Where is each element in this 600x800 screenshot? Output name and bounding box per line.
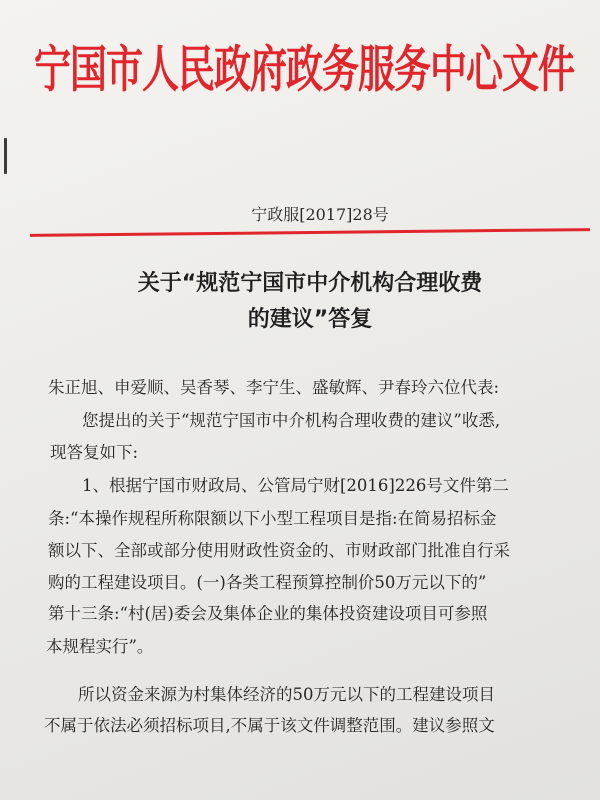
body-line: 本规程实行”。 [46, 637, 154, 656]
red-header-title: 宁国市人民政府政务服务中心文件 [34, 40, 574, 99]
body-line: 购的工程建设项目。(一)各类工程预算控制价50万元以下的” [48, 573, 487, 592]
body-line: 1、根据宁国市财政局、公管局宁财[2016]226号文件第二 [82, 476, 509, 495]
body-line: 您提出的关于“规范宁国市中介机构合理收费的建议”收悉, [82, 411, 501, 430]
document-number: 宁政服[2017]28号 [251, 205, 389, 224]
body-line: 第十三条:“村(居)委会及集体企业的集体投资建设项目可参照 [48, 604, 488, 623]
body-line: 所以资金来源为村集体经济的50万元以下的工程建设项目 [78, 685, 495, 704]
binder-clip-mark [4, 138, 7, 174]
addressees: 朱正旭、申爱顺、吴香琴、李宁生、盛敏辉、尹春玲六位代表: [48, 378, 500, 397]
document-title-line-2: 的建议”答复 [247, 307, 373, 332]
body-line: 额以下、全部或部分使用财政性资金的、市财政部门批准自行采 [48, 541, 510, 560]
body-line: 不属于依法必须招标项目,不属于该文件调整范围。建议参照文 [44, 716, 495, 735]
document-title-line-1: 关于“规范宁国市中介机构合理收费 [137, 271, 483, 296]
body-line: 现答复如下: [50, 443, 139, 462]
body-line: 条:“本操作规程所称限额以下小型工程项目是指:在简易招标金 [48, 509, 497, 528]
red-divider-line [30, 228, 590, 237]
